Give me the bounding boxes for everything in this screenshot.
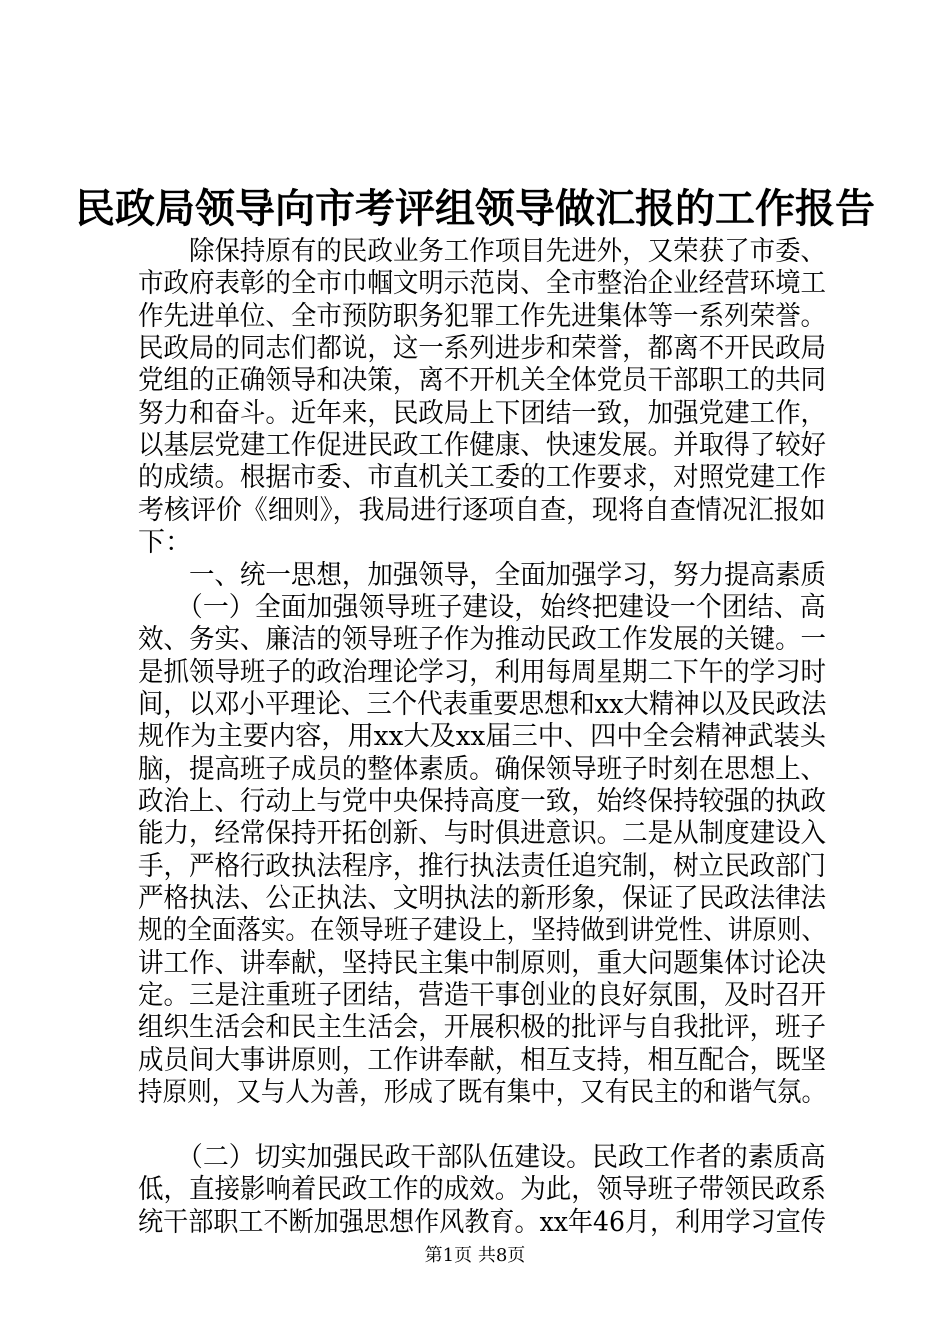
document-title: 民政局领导向市考评组领导做汇报的工作报告 [75,185,875,232]
paragraph-line: 考核评价《细则》，我局进行逐项自查，现将自查情况汇报如 [138,495,826,526]
paragraph-line: 间，以邓小平理论、三个代表重要思想和xx大精神以及民政法 [138,689,827,720]
paragraph-line: 政治上、行动上与党中央保持高度一致，始终保持较强的执政 [138,786,827,817]
paragraph-line: （二）切实加强民政干部队伍建设。民政工作者的素质高 [138,1142,826,1173]
paragraph-line: 是抓领导班子的政治理论学习，利用每周星期二下午的学习时 [138,657,827,688]
paragraph-line: 低，直接影响着民政工作的成效。为此，领导班子带领民政系 [138,1174,827,1205]
paragraph-line: 统干部职工不断加强思想作风教育。xx年46月，利用学习宣传 [138,1207,826,1238]
page-footer: 第1页 共8页 [424,1245,526,1266]
paragraph-line: 民政局的同志们都说，这一系列进步和荣誉，都离不开民政局 [138,333,827,364]
paragraph-line: 效、务实、廉洁的领导班子作为推动民政工作发展的关键。一 [138,624,827,655]
paragraph-line: 能力，经常保持开拓创新、与时俱进意识。二是从制度建设入 [138,818,827,849]
paragraph-line: 规作为主要内容，用xx大及xx届三中、四中全会精神武装头 [138,721,826,752]
paragraph-line: 成员间大事讲原则，工作讲奉献，相互支持，相互配合，既坚 [138,1045,827,1076]
paragraph-line: 的成绩。根据市委、市直机关工委的工作要求，对照党建工作 [138,462,827,493]
paragraph-line: 持原则，又与人为善，形成了既有集中，又有民主的和谐气氛。 [138,1077,827,1108]
paragraph-line: 讲工作、讲奉献，坚持民主集中制原则，重大问题集体讨论决 [138,948,827,979]
paragraph-line: 市政府表彰的全市巾帼文明示范岗、全市整治企业经营环境工 [138,268,827,299]
paragraph-line: 党组的正确领导和决策，离不开机关全体党员干部职工的共同 [138,365,827,396]
paragraph-line: 除保持原有的民政业务工作项目先进外，又荣获了市委、 [138,236,827,267]
paragraph-line: 作先进单位、全市预防职务犯罪工作先进集体等一系列荣誉。 [138,301,827,332]
paragraph-line: 规的全面落实。在领导班子建设上，坚持做到讲党性、讲原则、 [138,915,827,946]
paragraph-line: 努力和奋斗。近年来，民政局上下团结一致，加强党建工作， [138,398,827,429]
paragraph-line: 组织生活会和民主生活会，开展积极的批评与自我批评，班子 [138,1012,827,1043]
paragraph-line: （一）全面加强领导班子建设，始终把建设一个团结、高 [138,592,826,623]
paragraph-line: 一、统一思想，加强领导，全面加强学习，努力提高素质 [138,560,827,591]
paragraph-line: 以基层党建工作促进民政工作健康、快速发展。并取得了较好 [138,430,827,461]
paragraph-line: 脑，提高班子成员的整体素质。确保领导班子时刻在思想上、 [138,754,827,785]
paragraph-line: 下： [138,527,192,558]
paragraph-line: 手，严格行政执法程序，推行执法责任追究制，树立民政部门 [138,851,827,882]
paragraph-line: 定。三是注重班子团结，营造干事创业的良好氛围，及时召开 [138,980,827,1011]
paragraph-line: 严格执法、公正执法、文明执法的新形象，保证了民政法律法 [138,883,827,914]
